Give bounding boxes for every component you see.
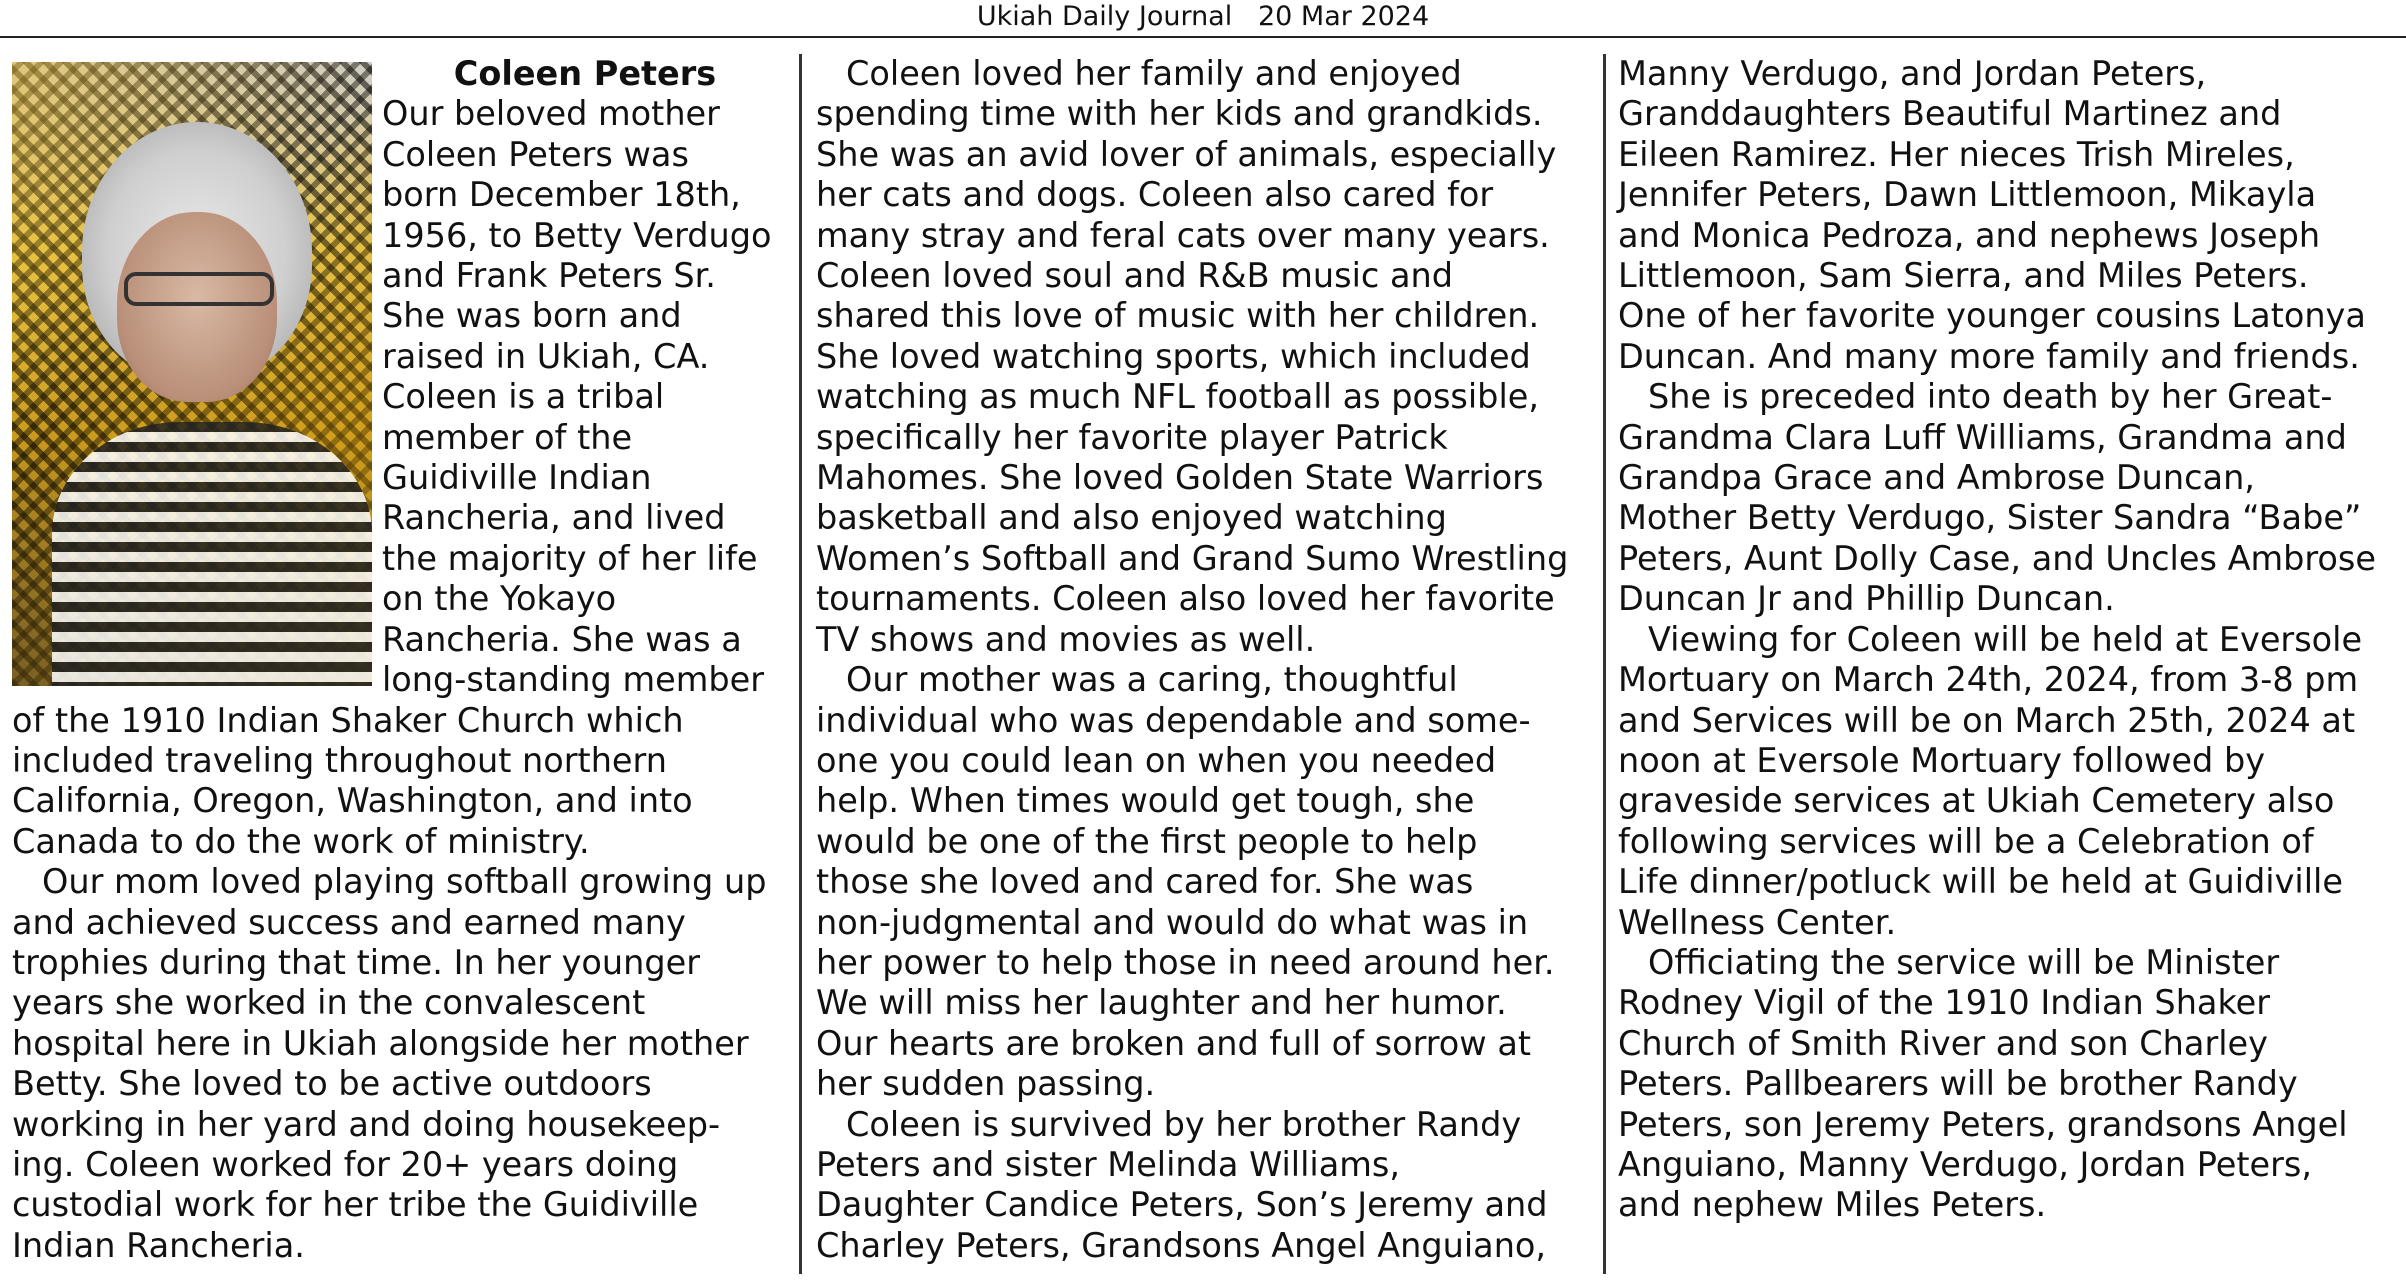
- text-line: basketball and also enjoyed watching: [816, 498, 1447, 538]
- text-line: Granddaughters Beautiful Martinez and: [1618, 94, 2282, 134]
- text-line: tournaments. Coleen also loved her favorite: [816, 579, 1555, 619]
- text-line: Rancheria. She was a: [382, 619, 742, 659]
- text-line: Littlemoon, Sam Sierra, and Miles Peters.: [1618, 256, 2309, 296]
- text-line: Peters and sister Melinda Williams,: [816, 1144, 1400, 1184]
- text-line: and achieved success and earned many: [12, 902, 686, 942]
- column-divider: [1603, 54, 1606, 1274]
- text-line: help. When times would get tough, she: [816, 781, 1475, 821]
- text-line: Manny Verdugo, and Jordan Peters,: [1618, 54, 2207, 93]
- text-line: Mortuary on March 24th, 2024, from 3-8 pm: [1618, 660, 2359, 700]
- text-line: on the Yokayo: [382, 579, 617, 619]
- text-line: She was born and: [382, 296, 682, 336]
- text-line: ing. Coleen worked for 20+ years doing: [12, 1144, 679, 1184]
- text-line: Women’s Softball and Grand Sumo Wrestling: [816, 538, 1569, 578]
- text-line: Church of Smith River and son Charley: [1618, 1023, 2268, 1063]
- text-line: individual who was dependable and some-: [816, 700, 1531, 740]
- obituary-column-2: [816, 54, 1596, 1278]
- text-line: and Services will be on March 25th, 2024 at: [1618, 700, 2356, 740]
- photo-clothing: [52, 422, 372, 686]
- text-line: raised in Ukiah, CA.: [382, 336, 710, 376]
- text-line: of the 1910 Indian Shaker Church which: [12, 700, 684, 740]
- text-line: Daughter Candice Peters, Son’s Jeremy and: [816, 1185, 1548, 1225]
- publication-date: 20 Mar 2024: [1257, 1, 1430, 32]
- page-header: [0, 0, 2406, 38]
- text-line: One of her favorite younger cousins Latonya: [1618, 296, 2366, 336]
- text-line: Wellness Center.: [1618, 902, 1897, 942]
- text-line: Charley Peters, Grandsons Angel Anguiano,: [816, 1225, 1547, 1265]
- text-line: Peters, Aunt Dolly Case, and Uncles Ambrose: [1618, 538, 2376, 578]
- text-line: She is preceded into death by her Great-: [1648, 377, 2333, 417]
- text-line: member of the: [382, 417, 633, 457]
- obituary-column-3: [1618, 54, 2396, 1278]
- obituary-column-1: [12, 54, 788, 1278]
- text-line: non-judgmental and would do what was in: [816, 902, 1529, 942]
- text-line: her cats and dogs. Coleen also cared for: [816, 175, 1494, 215]
- text-line: included traveling throughout northern: [12, 740, 667, 780]
- text-line: Duncan. And many more family and friends.: [1618, 336, 2360, 376]
- text-line: working in her yard and doing housekeep-: [12, 1104, 721, 1144]
- text-line: Coleen loved her family and enjoyed: [846, 54, 1462, 93]
- text-line: Rancheria, and lived: [382, 498, 726, 538]
- text-line: Life dinner/potluck will be held at Guidiville: [1618, 862, 2343, 902]
- header-spacer: [1232, 1, 1258, 32]
- text-line: years she worked in the convalescent: [12, 983, 646, 1023]
- text-line: noon at Eversole Mortuary followed by: [1618, 740, 2266, 780]
- obituary-name-heading: Coleen Peters: [453, 54, 717, 93]
- text-line: those she loved and cared for. She was: [816, 862, 1474, 902]
- text-line: 1956, to Betty Verdugo: [382, 215, 772, 255]
- text-line: born December 18th,: [382, 175, 741, 215]
- publication-name: Ukiah Daily Journal: [976, 1, 1233, 32]
- text-line: TV shows and movies as well.: [816, 619, 1316, 659]
- text-line: Coleen is a tribal: [382, 377, 665, 417]
- full-width-text-block: [12, 701, 788, 1267]
- text-line: her power to help those in need around her.: [816, 942, 1555, 982]
- text-line: spending time with her kids and grandkids.: [816, 94, 1543, 134]
- text-line: Rodney Vigil of the 1910 Indian Shaker: [1618, 983, 2271, 1023]
- glasses-icon: [124, 272, 274, 306]
- text-line: Officiating the service will be Minister: [1648, 942, 2280, 982]
- photo-face: [117, 212, 277, 402]
- text-line: Coleen Peters was: [382, 134, 689, 174]
- text-line: watching as much NFL football as possible,: [816, 377, 1540, 417]
- text-line: Peters. Pallbearers will be brother Randy: [1618, 1064, 2298, 1104]
- text-line: Our hearts are broken and full of sorrow at: [816, 1023, 1531, 1063]
- text-line: Betty. She loved to be active outdoors: [12, 1064, 652, 1104]
- text-line: shared this love of music with her children.: [816, 296, 1540, 336]
- text-line: Our beloved mother: [382, 94, 720, 134]
- text-line: specifically her favorite player Patrick: [816, 417, 1448, 457]
- text-line: hospital here in Ukiah alongside her mother: [12, 1023, 749, 1063]
- text-line: custodial work for her tribe the Guidiville: [12, 1185, 699, 1225]
- text-line: trophies during that time. In her younger: [12, 942, 701, 982]
- column-divider: [799, 54, 802, 1274]
- text-line: one you could lean on when you needed: [816, 740, 1497, 780]
- text-line: She loved watching sports, which included: [816, 336, 1531, 376]
- text-line: her sudden passing.: [816, 1064, 1156, 1104]
- text-line: long-standing member: [382, 660, 764, 700]
- text-line: She was an avid lover of animals, especially: [816, 134, 1557, 174]
- text-line: Duncan Jr and Phillip Duncan.: [1618, 579, 2115, 619]
- text-line: Mahomes. She loved Golden State Warriors: [816, 458, 1544, 498]
- text-line: California, Oregon, Washington, and into: [12, 781, 693, 821]
- portrait-photo: [12, 62, 372, 686]
- text-line: Anguiano, Manny Verdugo, Jordan Peters,: [1618, 1144, 2313, 1184]
- text-line: Coleen is survived by her brother Randy: [846, 1104, 1522, 1144]
- text-line: following services will be a Celebration of: [1618, 821, 2314, 861]
- text-line: Indian Rancheria.: [12, 1225, 305, 1265]
- text-line: many stray and feral cats over many years.: [816, 215, 1550, 255]
- text-line: Grandma Clara Luff Williams, Grandma and: [1618, 417, 2347, 457]
- text-line: Mother Betty Verdugo, Sister Sandra “Babe”: [1618, 498, 2362, 538]
- text-line: Our mother was a caring, thoughtful: [846, 660, 1458, 700]
- text-line: Our mom loved playing softball growing up: [42, 862, 767, 902]
- text-line: Grandpa Grace and Ambrose Duncan,: [1618, 458, 2255, 498]
- text-line: Jennifer Peters, Dawn Littlemoon, Mikayla: [1618, 175, 2317, 215]
- text-line: and nephew Miles Peters.: [1618, 1185, 2047, 1225]
- text-line: We will miss her laughter and her humor.: [816, 983, 1507, 1023]
- text-line: and Frank Peters Sr.: [382, 256, 716, 296]
- text-line: Canada to do the work of ministry.: [12, 821, 590, 861]
- text-line: Coleen loved soul and R&B music and: [816, 256, 1454, 296]
- text-line: would be one of the first people to help: [816, 821, 1478, 861]
- text-line: graveside services at Ukiah Cemetery also: [1618, 781, 2335, 821]
- text-line: the majority of her life: [382, 538, 758, 578]
- text-line: Eileen Ramirez. Her nieces Trish Mireles,: [1618, 134, 2295, 174]
- text-line: Peters, son Jeremy Peters, grandsons Angel: [1618, 1104, 2348, 1144]
- text-line: and Monica Pedroza, and nephews Joseph: [1618, 215, 2321, 255]
- text-line: Viewing for Coleen will be held at Eversole: [1648, 619, 2363, 659]
- text-line: Guidiville Indian: [382, 458, 652, 498]
